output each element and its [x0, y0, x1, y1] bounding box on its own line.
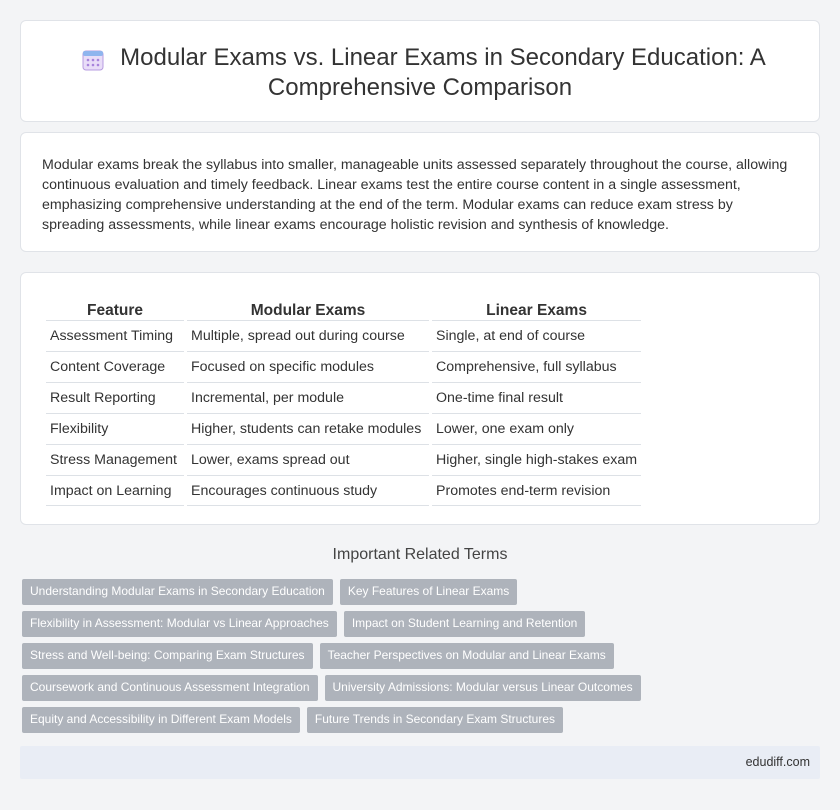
related-tag[interactable]: Understanding Modular Exams in Secondary Education	[22, 579, 333, 605]
page-title-line1: Modular Exams vs. Linear Exams in Secondary Education: A	[120, 44, 766, 71]
related-tag[interactable]: Flexibility in Assessment: Modular vs Linear Approaches	[22, 611, 337, 637]
table-row	[46, 475, 641, 506]
table-cell: Encourages continuous study	[187, 475, 429, 506]
table-cell: Higher, single high-stakes exam	[432, 444, 641, 475]
table-row	[46, 382, 641, 413]
related-tag[interactable]: Coursework and Continuous Assessment Integration	[22, 675, 318, 701]
footer-site-link[interactable]: edudiff.com	[745, 755, 810, 769]
intro-paragraph: Modular exams break the syllabus into smaller, manageable units assessed separately throughout the course, allowing continuous evaluation and timely feedback. Linear exams test the entire course content in a single assessment, emphasizing comprehensive understanding at the end of the term. Modular exams can reduce exam stress by spreading assessments, while linear exams encourage holistic revision and synthesis of knowledge.	[42, 157, 788, 233]
table-header-row	[46, 295, 641, 320]
table-row	[46, 351, 641, 382]
table-cell: Lower, one exam only	[432, 413, 641, 444]
table-cell: Higher, students can retake modules	[187, 413, 429, 444]
page-title	[21, 43, 819, 103]
header-linear: Linear Exams	[486, 302, 587, 319]
tag-row	[22, 611, 722, 637]
title-card	[20, 20, 820, 122]
table-cell: Comprehensive, full syllabus	[432, 351, 641, 382]
intro-card	[20, 132, 820, 252]
related-terms-tags	[22, 579, 722, 739]
table-row	[46, 320, 641, 351]
related-tag[interactable]: Impact on Student Learning and Retention	[344, 611, 586, 637]
header-modular: Modular Exams	[250, 302, 366, 319]
tag-row	[22, 579, 722, 605]
table-cell: Incremental, per module	[187, 382, 429, 413]
header-feature: Feature	[87, 302, 143, 319]
related-tag[interactable]: Key Features of Linear Exams	[340, 579, 517, 605]
related-terms-title: Important Related Terms	[332, 546, 508, 563]
tag-row	[22, 675, 722, 701]
table-cell: Promotes end-term revision	[432, 475, 641, 506]
table-cell: Result Reporting	[46, 382, 184, 413]
related-tag[interactable]: Equity and Accessibility in Different Exam Models	[22, 707, 300, 733]
table-cell: One-time final result	[432, 382, 641, 413]
related-tag[interactable]: Stress and Well-being: Comparing Exam Structures	[22, 643, 313, 669]
table-cell: Focused on specific modules	[187, 351, 429, 382]
footer	[20, 746, 820, 779]
comparison-table	[43, 295, 644, 506]
table-cell: Single, at end of course	[432, 320, 641, 351]
comparison-card	[20, 272, 820, 525]
table-cell: Lower, exams spread out	[187, 444, 429, 475]
related-tag[interactable]: Future Trends in Secondary Exam Structures	[307, 707, 563, 733]
tag-row	[22, 643, 722, 669]
table-cell: Assessment Timing	[46, 320, 184, 351]
table-cell: Content Coverage	[46, 351, 184, 382]
page-title-line2: Comprehensive Comparison	[267, 74, 573, 101]
related-tag[interactable]: University Admissions: Modular versus Linear Outcomes	[325, 675, 641, 701]
table-cell: Impact on Learning	[46, 475, 184, 506]
table-row	[46, 413, 641, 444]
table-row	[46, 444, 641, 475]
related-tag[interactable]: Teacher Perspectives on Modular and Linear Exams	[320, 643, 614, 669]
tag-row	[22, 707, 722, 733]
table-cell: Flexibility	[46, 413, 184, 444]
table-cell: Stress Management	[46, 444, 184, 475]
table-cell: Multiple, spread out during course	[187, 320, 429, 351]
